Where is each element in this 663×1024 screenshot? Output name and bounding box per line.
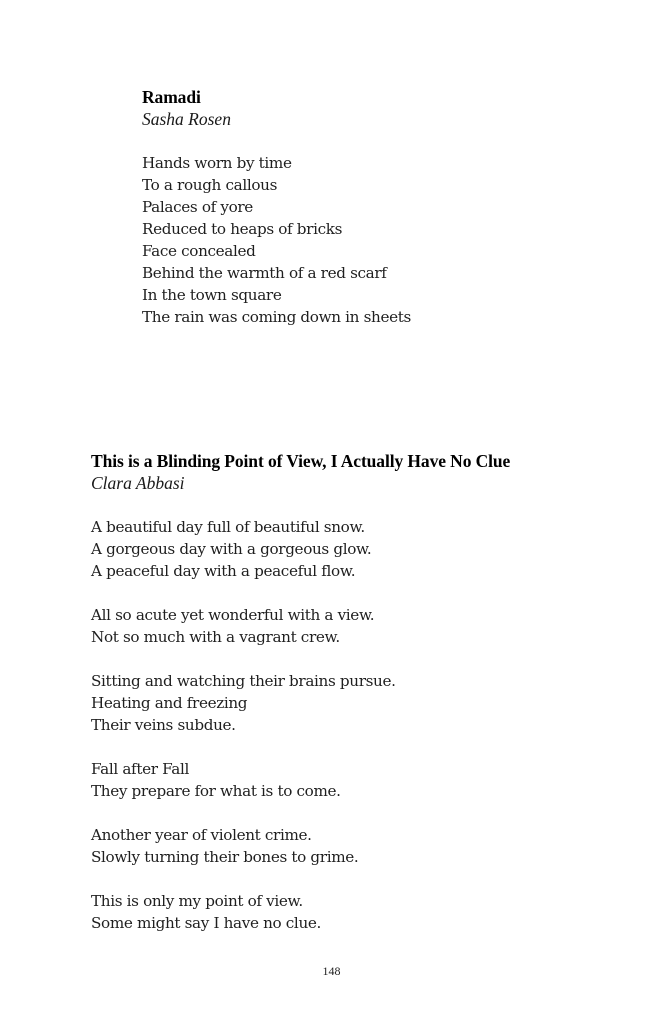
stanza [91, 824, 510, 868]
poem-line: The rain was coming down in sheets [142, 308, 411, 326]
poem-line: A peaceful day with a peaceful flow. [91, 562, 356, 580]
poem-line: Hands worn by time [142, 154, 292, 172]
poem-line: All so acute yet wonderful with a view. [91, 606, 375, 624]
poem-author: Sasha Rosen [142, 109, 231, 129]
poem-line: Palaces of yore [142, 198, 253, 216]
page-number: 148 [322, 964, 341, 978]
poem-ramadi [142, 86, 411, 328]
poem-blinding-point-of-view [91, 450, 510, 934]
stanza [91, 670, 510, 736]
poem-line: Another year of violent crime. [91, 826, 312, 844]
poem-line: Some might say I have no clue. [91, 914, 321, 932]
poem-line: Reduced to heaps of bricks [142, 220, 343, 238]
stanza [91, 890, 510, 934]
poem-line: Their veins subdue. [91, 716, 236, 734]
stanza [91, 516, 510, 582]
poem-line: This is only my point of view. [91, 892, 303, 910]
spacer [91, 494, 510, 516]
poem-line: Sitting and watching their brains pursue. [91, 672, 396, 690]
stanza [91, 604, 510, 648]
poem-title: Ramadi [142, 87, 201, 107]
poem-line: Face concealed [142, 242, 256, 260]
poem-line: In the town square [142, 286, 282, 304]
poem-line: Slowly turning their bones to grime. [91, 848, 359, 866]
poem-line: A gorgeous day with a gorgeous glow. [91, 540, 372, 558]
poem-line: Fall after Fall [91, 760, 189, 778]
poem-line: They prepare for what is to come. [91, 782, 341, 800]
poem-author: Clara Abbasi [91, 473, 185, 493]
stanza [142, 152, 411, 328]
stanza [91, 758, 510, 802]
poem-line: Not so much with a vagrant crew. [91, 628, 340, 646]
spacer [142, 130, 411, 152]
poem-line: Behind the warmth of a red scarf [142, 264, 387, 282]
poem-title: This is a Blinding Point of View, I Actually Have No Clue [91, 451, 511, 471]
poem-line: Heating and freezing [91, 694, 248, 712]
poem-line: To a rough callous [142, 176, 278, 194]
poem-line: A beautiful day full of beautiful snow. [91, 518, 365, 536]
